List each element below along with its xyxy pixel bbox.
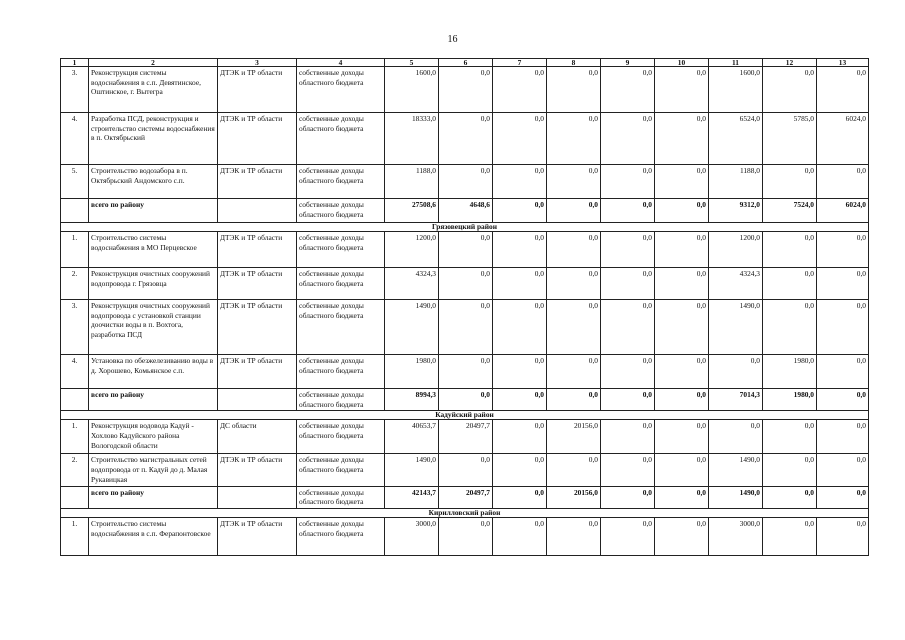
amount-col-8: 0,0	[547, 517, 601, 555]
amount-col-11: 1490,0	[709, 300, 763, 355]
budget-table	[60, 58, 869, 556]
executor: ДТЭК и ТР области	[218, 454, 297, 486]
amount-col-13: 0,0	[817, 454, 869, 486]
funding-source: собственные доходы областного бюджета	[297, 113, 385, 165]
amount-col-13: 0,0	[817, 420, 869, 454]
amount-col-6: 0,0	[439, 517, 493, 555]
executor	[218, 199, 297, 223]
amount-col-13: 0,0	[817, 165, 869, 199]
funding-source: собственные доходы областного бюджета	[297, 355, 385, 389]
amount-col-5: 4324,3	[385, 268, 439, 300]
amount-col-8: 0,0	[547, 165, 601, 199]
column-header-3: 3	[218, 59, 297, 67]
amount-col-7: 0,0	[493, 300, 547, 355]
amount-col-10: 0,0	[655, 165, 709, 199]
amount-col-12: 0,0	[763, 67, 817, 113]
amount-col-7: 0,0	[493, 486, 547, 508]
amount-col-12: 5785,0	[763, 113, 817, 165]
district-total-row	[61, 199, 869, 223]
executor	[218, 389, 297, 411]
amount-col-9: 0,0	[601, 517, 655, 555]
district-header-row	[61, 411, 869, 420]
executor: ДТЭК и ТР области	[218, 165, 297, 199]
executor: ДТЭК и ТР области	[218, 67, 297, 113]
amount-col-10: 0,0	[655, 67, 709, 113]
item-number: 1.	[61, 420, 89, 454]
amount-col-10: 0,0	[655, 300, 709, 355]
amount-col-7: 0,0	[493, 268, 547, 300]
funding-source: собственные доходы областного бюджета	[297, 199, 385, 223]
amount-col-8: 0,0	[547, 268, 601, 300]
table-row	[61, 67, 869, 113]
amount-col-12: 1980,0	[763, 355, 817, 389]
amount-col-12: 7524,0	[763, 199, 817, 223]
measure-name: Установка по обезжелезиванию воды в д. Хорошево, Комьянское с.п.	[89, 355, 218, 389]
amount-col-11: 0,0	[709, 420, 763, 454]
amount-col-8: 20156,0	[547, 420, 601, 454]
column-header-13: 13	[817, 59, 869, 67]
amount-col-5: 8994,3	[385, 389, 439, 411]
amount-col-5: 3000,0	[385, 517, 439, 555]
amount-col-9: 0,0	[601, 232, 655, 268]
amount-col-5: 42143,7	[385, 486, 439, 508]
amount-col-12: 0,0	[763, 454, 817, 486]
amount-col-12: 0,0	[763, 165, 817, 199]
amount-col-10: 0,0	[655, 199, 709, 223]
amount-col-13: 0,0	[817, 517, 869, 555]
item-number: 4.	[61, 113, 89, 165]
amount-col-13: 0,0	[817, 389, 869, 411]
column-header-10: 10	[655, 59, 709, 67]
amount-col-9: 0,0	[601, 420, 655, 454]
column-header-5: 5	[385, 59, 439, 67]
amount-col-7: 0,0	[493, 165, 547, 199]
amount-col-7: 0,0	[493, 454, 547, 486]
amount-col-13: 6024,0	[817, 199, 869, 223]
amount-col-9: 0,0	[601, 300, 655, 355]
amount-col-12: 0,0	[763, 300, 817, 355]
amount-col-8: 20156,0	[547, 486, 601, 508]
column-header-12: 12	[763, 59, 817, 67]
amount-col-10: 0,0	[655, 113, 709, 165]
amount-col-11: 3000,0	[709, 517, 763, 555]
amount-col-13: 0,0	[817, 232, 869, 268]
measure-name: Разработка ПСД, реконструкция и строительство системы водоснабжения в п. Октябрьский	[89, 113, 218, 165]
amount-col-8: 0,0	[547, 232, 601, 268]
funding-source: собственные доходы областного бюджета	[297, 67, 385, 113]
amount-col-13: 0,0	[817, 300, 869, 355]
item-number: 3.	[61, 67, 89, 113]
executor: ДТЭК и ТР области	[218, 300, 297, 355]
amount-col-11: 1188,0	[709, 165, 763, 199]
amount-col-9: 0,0	[601, 486, 655, 508]
amount-col-5: 18333,0	[385, 113, 439, 165]
table-row	[61, 420, 869, 454]
item-number: 4.	[61, 355, 89, 389]
item-number: 1.	[61, 517, 89, 555]
item-number: 2.	[61, 268, 89, 300]
amount-col-7: 0,0	[493, 355, 547, 389]
amount-col-10: 0,0	[655, 517, 709, 555]
measure-name: Реконструкция очистных сооружений водопровода с установкой станции доочистки воды в п. Вохтога, разработка ПСД	[89, 300, 218, 355]
amount-col-6: 0,0	[439, 355, 493, 389]
amount-col-9: 0,0	[601, 389, 655, 411]
amount-col-13: 0,0	[817, 486, 869, 508]
amount-col-12: 1980,0	[763, 389, 817, 411]
item-number	[61, 199, 89, 223]
amount-col-9: 0,0	[601, 199, 655, 223]
column-header-7: 7	[493, 59, 547, 67]
funding-source: собственные доходы областного бюджета	[297, 486, 385, 508]
funding-source: собственные доходы областного бюджета	[297, 389, 385, 411]
executor	[218, 486, 297, 508]
funding-source: собственные доходы областного бюджета	[297, 454, 385, 486]
amount-col-6: 0,0	[439, 389, 493, 411]
amount-col-5: 1980,0	[385, 355, 439, 389]
amount-col-8: 0,0	[547, 300, 601, 355]
amount-col-5: 1490,0	[385, 300, 439, 355]
amount-col-12: 0,0	[763, 232, 817, 268]
amount-col-11: 0,0	[709, 355, 763, 389]
amount-col-6: 20497,7	[439, 420, 493, 454]
amount-col-11: 9312,0	[709, 199, 763, 223]
amount-col-5: 1600,0	[385, 67, 439, 113]
amount-col-7: 0,0	[493, 420, 547, 454]
amount-col-8: 0,0	[547, 113, 601, 165]
item-number	[61, 486, 89, 508]
district-header-row	[61, 223, 869, 232]
item-number: 3.	[61, 300, 89, 355]
district-name: Кадуйский район	[61, 411, 869, 420]
table-row	[61, 165, 869, 199]
amount-col-12: 0,0	[763, 420, 817, 454]
amount-col-12: 0,0	[763, 268, 817, 300]
amount-col-12: 0,0	[763, 486, 817, 508]
amount-col-11: 1490,0	[709, 486, 763, 508]
amount-col-10: 0,0	[655, 355, 709, 389]
amount-col-10: 0,0	[655, 268, 709, 300]
measure-name: Реконструкция водовода Кадуй - Хохлово Кадуйского района Вологодской области	[89, 420, 218, 454]
amount-col-11: 1600,0	[709, 67, 763, 113]
amount-col-6: 0,0	[439, 67, 493, 113]
executor: ДТЭК и ТР области	[218, 113, 297, 165]
amount-col-7: 0,0	[493, 199, 547, 223]
funding-source: собственные доходы областного бюджета	[297, 517, 385, 555]
measure-name: Строительство водозабора в п. Октябрьский Андомского с.п.	[89, 165, 218, 199]
amount-col-11: 1200,0	[709, 232, 763, 268]
measure-name: всего по району	[89, 389, 218, 411]
district-total-row	[61, 486, 869, 508]
amount-col-5: 27508,6	[385, 199, 439, 223]
measure-name: Строительство системы водоснабжения в с.п. Ферапонтовское	[89, 517, 218, 555]
column-header-6: 6	[439, 59, 493, 67]
amount-col-11: 1490,0	[709, 454, 763, 486]
measure-name: всего по району	[89, 199, 218, 223]
column-header-1: 1	[61, 59, 89, 67]
table-row	[61, 454, 869, 486]
amount-col-8: 0,0	[547, 454, 601, 486]
page-number: 16	[447, 34, 458, 45]
funding-source: собственные доходы областного бюджета	[297, 300, 385, 355]
amount-col-7: 0,0	[493, 67, 547, 113]
executor: ДС области	[218, 420, 297, 454]
amount-col-7: 0,0	[493, 113, 547, 165]
amount-col-5: 1200,0	[385, 232, 439, 268]
amount-col-11: 6524,0	[709, 113, 763, 165]
amount-col-10: 0,0	[655, 486, 709, 508]
amount-col-6: 0,0	[439, 300, 493, 355]
table-row	[61, 232, 869, 268]
amount-col-13: 0,0	[817, 355, 869, 389]
district-header-row	[61, 508, 869, 517]
column-header-9: 9	[601, 59, 655, 67]
table-row	[61, 355, 869, 389]
funding-source: собственные доходы областного бюджета	[297, 420, 385, 454]
measure-name: всего по району	[89, 486, 218, 508]
amount-col-6: 20497,7	[439, 486, 493, 508]
funding-source: собственные доходы областного бюджета	[297, 165, 385, 199]
amount-col-10: 0,0	[655, 420, 709, 454]
amount-col-9: 0,0	[601, 67, 655, 113]
column-header-4: 4	[297, 59, 385, 67]
amount-col-8: 0,0	[547, 355, 601, 389]
item-number: 1.	[61, 232, 89, 268]
executor: ДТЭК и ТР области	[218, 517, 297, 555]
table-row	[61, 517, 869, 555]
amount-col-13: 0,0	[817, 67, 869, 113]
amount-col-6: 0,0	[439, 113, 493, 165]
amount-col-5: 40653,7	[385, 420, 439, 454]
amount-col-12: 0,0	[763, 517, 817, 555]
executor: ДТЭК и ТР области	[218, 232, 297, 268]
amount-col-9: 0,0	[601, 355, 655, 389]
amount-col-6: 0,0	[439, 268, 493, 300]
amount-col-10: 0,0	[655, 232, 709, 268]
amount-col-8: 0,0	[547, 389, 601, 411]
amount-col-8: 0,0	[547, 199, 601, 223]
item-number: 2.	[61, 454, 89, 486]
amount-col-9: 0,0	[601, 454, 655, 486]
district-name: Грязовецкий район	[61, 223, 869, 232]
item-number	[61, 389, 89, 411]
table-row	[61, 300, 869, 355]
amount-col-9: 0,0	[601, 268, 655, 300]
measure-name: Реконструкция системы водоснабжения в с.п. Девятинское, Оштинское, г. Вытегра	[89, 67, 218, 113]
measure-name: Реконструкция очистных сооружений водопровода г. Грязовца	[89, 268, 218, 300]
district-total-row	[61, 389, 869, 411]
column-header-11: 11	[709, 59, 763, 67]
amount-col-5: 1188,0	[385, 165, 439, 199]
header-row	[61, 59, 869, 67]
executor: ДТЭК и ТР области	[218, 355, 297, 389]
executor: ДТЭК и ТР области	[218, 268, 297, 300]
amount-col-6: 0,0	[439, 165, 493, 199]
item-number: 5.	[61, 165, 89, 199]
funding-source: собственные доходы областного бюджета	[297, 268, 385, 300]
amount-col-13: 6024,0	[817, 113, 869, 165]
amount-col-9: 0,0	[601, 165, 655, 199]
funding-source: собственные доходы областного бюджета	[297, 232, 385, 268]
amount-col-7: 0,0	[493, 232, 547, 268]
column-header-2: 2	[89, 59, 218, 67]
table-row	[61, 268, 869, 300]
amount-col-7: 0,0	[493, 517, 547, 555]
amount-col-11: 4324,3	[709, 268, 763, 300]
table-row	[61, 113, 869, 165]
amount-col-7: 0,0	[493, 389, 547, 411]
amount-col-11: 7014,3	[709, 389, 763, 411]
amount-col-10: 0,0	[655, 454, 709, 486]
amount-col-6: 0,0	[439, 454, 493, 486]
measure-name: Строительство магистральных сетей водопровода от п. Кадуй до д. Малая Рукавицкая	[89, 454, 218, 486]
column-header-8: 8	[547, 59, 601, 67]
amount-col-13: 0,0	[817, 268, 869, 300]
measure-name: Строительство системы водоснабжения в МО Перцевское	[89, 232, 218, 268]
amount-col-10: 0,0	[655, 389, 709, 411]
amount-col-8: 0,0	[547, 67, 601, 113]
amount-col-6: 4648,6	[439, 199, 493, 223]
amount-col-5: 1490,0	[385, 454, 439, 486]
table-body	[61, 67, 869, 556]
amount-col-9: 0,0	[601, 113, 655, 165]
district-name: Кирилловский район	[61, 508, 869, 517]
amount-col-6: 0,0	[439, 232, 493, 268]
